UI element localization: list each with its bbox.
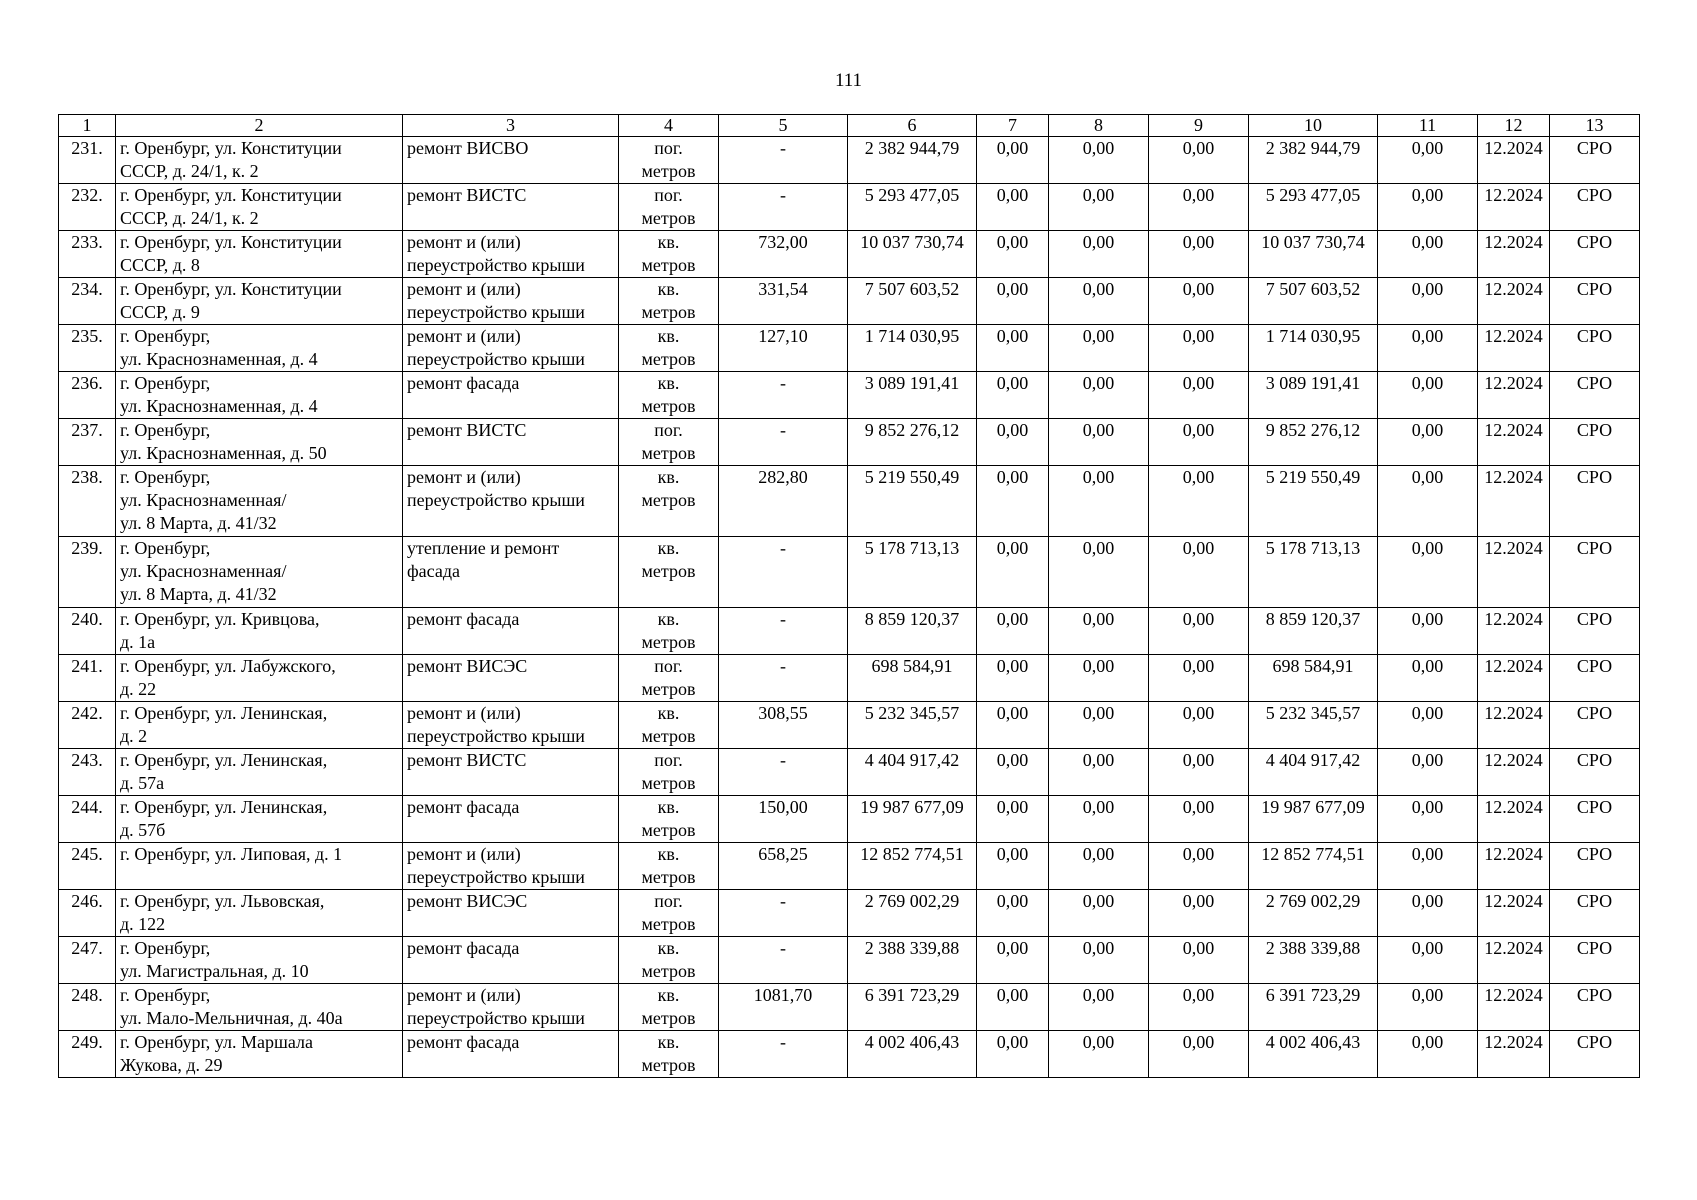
col7-cell: 0,00: [977, 608, 1049, 655]
total-cost-cell: 5 219 550,49: [848, 466, 977, 537]
work-type-cell: ремонт и (или) переустройство крыши: [403, 466, 619, 537]
volume-cell: -: [719, 608, 848, 655]
deadline-cell: 12.2024: [1478, 749, 1550, 796]
col7-cell: 0,00: [977, 466, 1049, 537]
table-row: [59, 984, 1640, 1031]
row-number: 242.: [59, 702, 116, 749]
address-cell: г. Оренбург, ул. Конституции СССР, д. 24/1, к. 2: [116, 137, 403, 184]
address-cell: г. Оренбург, ул. Краснознаменная, д. 50: [116, 419, 403, 466]
column-header: 3: [403, 115, 619, 137]
col7-cell: 0,00: [977, 702, 1049, 749]
unit-cell: кв. метров: [619, 608, 719, 655]
fund-cost-cell: 6 391 723,29: [1249, 984, 1378, 1031]
deadline-cell: 12.2024: [1478, 702, 1550, 749]
fund-cost-cell: 2 769 002,29: [1249, 890, 1378, 937]
row-number: 245.: [59, 843, 116, 890]
total-cost-cell: 5 293 477,05: [848, 184, 977, 231]
column-header: 6: [848, 115, 977, 137]
unit-cell: пог. метров: [619, 184, 719, 231]
col9-cell: 0,00: [1149, 1031, 1249, 1078]
funding-source-cell: СРО: [1550, 1031, 1640, 1078]
address-cell: г. Оренбург, ул. Магистральная, д. 10: [116, 937, 403, 984]
col8-cell: 0,00: [1049, 749, 1149, 796]
deadline-cell: 12.2024: [1478, 890, 1550, 937]
header-row: [59, 115, 1640, 137]
col9-cell: 0,00: [1149, 278, 1249, 325]
address-cell: г. Оренбург, ул. Кривцова, д. 1а: [116, 608, 403, 655]
table-row: [59, 184, 1640, 231]
funding-source-cell: СРО: [1550, 278, 1640, 325]
address-cell: г. Оренбург, ул. Лабужского, д. 22: [116, 655, 403, 702]
total-cost-cell: 2 382 944,79: [848, 137, 977, 184]
volume-cell: 150,00: [719, 796, 848, 843]
fund-cost-cell: 5 232 345,57: [1249, 702, 1378, 749]
volume-cell: 732,00: [719, 231, 848, 278]
col11-cell: 0,00: [1378, 1031, 1478, 1078]
volume-cell: 658,25: [719, 843, 848, 890]
capital-repair-table: [58, 114, 1640, 1078]
row-number: 233.: [59, 231, 116, 278]
fund-cost-cell: 5 178 713,13: [1249, 537, 1378, 608]
col7-cell: 0,00: [977, 984, 1049, 1031]
col7-cell: 0,00: [977, 278, 1049, 325]
deadline-cell: 12.2024: [1478, 537, 1550, 608]
col7-cell: 0,00: [977, 372, 1049, 419]
col9-cell: 0,00: [1149, 325, 1249, 372]
table-row: [59, 372, 1640, 419]
fund-cost-cell: 4 404 917,42: [1249, 749, 1378, 796]
row-number: 238.: [59, 466, 116, 537]
col11-cell: 0,00: [1378, 749, 1478, 796]
page-number: 111: [834, 70, 863, 91]
col9-cell: 0,00: [1149, 466, 1249, 537]
col11-cell: 0,00: [1378, 890, 1478, 937]
fund-cost-cell: 698 584,91: [1249, 655, 1378, 702]
col7-cell: 0,00: [977, 419, 1049, 466]
funding-source-cell: СРО: [1550, 843, 1640, 890]
col7-cell: 0,00: [977, 890, 1049, 937]
col9-cell: 0,00: [1149, 419, 1249, 466]
funding-source-cell: СРО: [1550, 137, 1640, 184]
col9-cell: 0,00: [1149, 372, 1249, 419]
address-cell: г. Оренбург, ул. Краснознаменная/ ул. 8 Марта, д. 41/32: [116, 466, 403, 537]
work-type-cell: ремонт фасада: [403, 608, 619, 655]
deadline-cell: 12.2024: [1478, 466, 1550, 537]
col11-cell: 0,00: [1378, 231, 1478, 278]
address-cell: г. Оренбург, ул. Конституции СССР, д. 9: [116, 278, 403, 325]
column-header: 1: [59, 115, 116, 137]
row-number: 239.: [59, 537, 116, 608]
deadline-cell: 12.2024: [1478, 231, 1550, 278]
col9-cell: 0,00: [1149, 984, 1249, 1031]
col9-cell: 0,00: [1149, 231, 1249, 278]
work-type-cell: ремонт ВИСТС: [403, 184, 619, 231]
unit-cell: кв. метров: [619, 537, 719, 608]
col11-cell: 0,00: [1378, 278, 1478, 325]
funding-source-cell: СРО: [1550, 796, 1640, 843]
volume-cell: 282,80: [719, 466, 848, 537]
volume-cell: -: [719, 537, 848, 608]
total-cost-cell: 5 178 713,13: [848, 537, 977, 608]
row-number: 231.: [59, 137, 116, 184]
fund-cost-cell: 5 219 550,49: [1249, 466, 1378, 537]
work-type-cell: ремонт и (или) переустройство крыши: [403, 843, 619, 890]
col8-cell: 0,00: [1049, 796, 1149, 843]
col11-cell: 0,00: [1378, 702, 1478, 749]
table-body: [59, 137, 1640, 1078]
work-type-cell: ремонт ВИСТС: [403, 419, 619, 466]
total-cost-cell: 698 584,91: [848, 655, 977, 702]
col8-cell: 0,00: [1049, 137, 1149, 184]
deadline-cell: 12.2024: [1478, 796, 1550, 843]
work-type-cell: ремонт ВИСЭС: [403, 890, 619, 937]
unit-cell: пог. метров: [619, 137, 719, 184]
column-header: 9: [1149, 115, 1249, 137]
unit-cell: кв. метров: [619, 702, 719, 749]
work-type-cell: утепление и ремонт фасада: [403, 537, 619, 608]
unit-cell: кв. метров: [619, 843, 719, 890]
column-header: 7: [977, 115, 1049, 137]
fund-cost-cell: 19 987 677,09: [1249, 796, 1378, 843]
volume-cell: 127,10: [719, 325, 848, 372]
column-header: 5: [719, 115, 848, 137]
funding-source-cell: СРО: [1550, 325, 1640, 372]
deadline-cell: 12.2024: [1478, 937, 1550, 984]
table-row: [59, 137, 1640, 184]
unit-cell: пог. метров: [619, 655, 719, 702]
col8-cell: 0,00: [1049, 231, 1149, 278]
col11-cell: 0,00: [1378, 843, 1478, 890]
table-row: [59, 419, 1640, 466]
col7-cell: 0,00: [977, 184, 1049, 231]
table-row: [59, 749, 1640, 796]
col7-cell: 0,00: [977, 537, 1049, 608]
column-header: 8: [1049, 115, 1149, 137]
column-header: 10: [1249, 115, 1378, 137]
col8-cell: 0,00: [1049, 890, 1149, 937]
table-row: [59, 890, 1640, 937]
unit-cell: кв. метров: [619, 325, 719, 372]
fund-cost-cell: 8 859 120,37: [1249, 608, 1378, 655]
address-cell: г. Оренбург, ул. Краснознаменная, д. 4: [116, 325, 403, 372]
table-row: [59, 655, 1640, 702]
col8-cell: 0,00: [1049, 325, 1149, 372]
table-row: [59, 702, 1640, 749]
funding-source-cell: СРО: [1550, 749, 1640, 796]
col8-cell: 0,00: [1049, 466, 1149, 537]
column-header: 11: [1378, 115, 1478, 137]
row-number: 246.: [59, 890, 116, 937]
table-row: [59, 278, 1640, 325]
fund-cost-cell: 3 089 191,41: [1249, 372, 1378, 419]
work-type-cell: ремонт ВИСЭС: [403, 655, 619, 702]
row-number: 241.: [59, 655, 116, 702]
col7-cell: 0,00: [977, 749, 1049, 796]
col9-cell: 0,00: [1149, 608, 1249, 655]
work-type-cell: ремонт фасада: [403, 1031, 619, 1078]
address-cell: г. Оренбург, ул. Ленинская, д. 57а: [116, 749, 403, 796]
funding-source-cell: СРО: [1550, 608, 1640, 655]
volume-cell: -: [719, 419, 848, 466]
deadline-cell: 12.2024: [1478, 419, 1550, 466]
col11-cell: 0,00: [1378, 655, 1478, 702]
funding-source-cell: СРО: [1550, 231, 1640, 278]
row-number: 236.: [59, 372, 116, 419]
col7-cell: 0,00: [977, 1031, 1049, 1078]
volume-cell: -: [719, 749, 848, 796]
col7-cell: 0,00: [977, 655, 1049, 702]
col8-cell: 0,00: [1049, 655, 1149, 702]
deadline-cell: 12.2024: [1478, 137, 1550, 184]
deadline-cell: 12.2024: [1478, 372, 1550, 419]
col8-cell: 0,00: [1049, 984, 1149, 1031]
column-header: 12: [1478, 115, 1550, 137]
col8-cell: 0,00: [1049, 937, 1149, 984]
unit-cell: кв. метров: [619, 796, 719, 843]
total-cost-cell: 2 769 002,29: [848, 890, 977, 937]
volume-cell: -: [719, 1031, 848, 1078]
work-type-cell: ремонт и (или) переустройство крыши: [403, 231, 619, 278]
col8-cell: 0,00: [1049, 278, 1149, 325]
col11-cell: 0,00: [1378, 466, 1478, 537]
fund-cost-cell: 9 852 276,12: [1249, 419, 1378, 466]
col11-cell: 0,00: [1378, 419, 1478, 466]
col8-cell: 0,00: [1049, 1031, 1149, 1078]
funding-source-cell: СРО: [1550, 419, 1640, 466]
col9-cell: 0,00: [1149, 655, 1249, 702]
col7-cell: 0,00: [977, 937, 1049, 984]
col8-cell: 0,00: [1049, 184, 1149, 231]
table-row: [59, 537, 1640, 608]
volume-cell: -: [719, 937, 848, 984]
address-cell: г. Оренбург, ул. Львовская, д. 122: [116, 890, 403, 937]
table-row: [59, 231, 1640, 278]
table-row: [59, 608, 1640, 655]
address-cell: г. Оренбург, ул. Ленинская, д. 2: [116, 702, 403, 749]
volume-cell: -: [719, 184, 848, 231]
row-number: 232.: [59, 184, 116, 231]
col9-cell: 0,00: [1149, 749, 1249, 796]
col11-cell: 0,00: [1378, 537, 1478, 608]
funding-source-cell: СРО: [1550, 937, 1640, 984]
funding-source-cell: СРО: [1550, 984, 1640, 1031]
address-cell: г. Оренбург, ул. Конституции СССР, д. 24/1, к. 2: [116, 184, 403, 231]
row-number: 235.: [59, 325, 116, 372]
col9-cell: 0,00: [1149, 537, 1249, 608]
col7-cell: 0,00: [977, 137, 1049, 184]
volume-cell: 331,54: [719, 278, 848, 325]
col11-cell: 0,00: [1378, 984, 1478, 1031]
total-cost-cell: 1 714 030,95: [848, 325, 977, 372]
fund-cost-cell: 7 507 603,52: [1249, 278, 1378, 325]
table-row: [59, 1031, 1640, 1078]
column-header: 13: [1550, 115, 1640, 137]
table-row: [59, 843, 1640, 890]
total-cost-cell: 5 232 345,57: [848, 702, 977, 749]
address-cell: г. Оренбург, ул. Краснознаменная/ ул. 8 Марта, д. 41/32: [116, 537, 403, 608]
col7-cell: 0,00: [977, 796, 1049, 843]
unit-cell: пог. метров: [619, 419, 719, 466]
funding-source-cell: СРО: [1550, 372, 1640, 419]
col8-cell: 0,00: [1049, 608, 1149, 655]
address-cell: г. Оренбург, ул. Конституции СССР, д. 8: [116, 231, 403, 278]
total-cost-cell: 4 002 406,43: [848, 1031, 977, 1078]
col8-cell: 0,00: [1049, 372, 1149, 419]
col9-cell: 0,00: [1149, 937, 1249, 984]
deadline-cell: 12.2024: [1478, 984, 1550, 1031]
col7-cell: 0,00: [977, 843, 1049, 890]
volume-cell: 308,55: [719, 702, 848, 749]
fund-cost-cell: 2 388 339,88: [1249, 937, 1378, 984]
volume-cell: -: [719, 372, 848, 419]
volume-cell: -: [719, 137, 848, 184]
col11-cell: 0,00: [1378, 796, 1478, 843]
unit-cell: кв. метров: [619, 231, 719, 278]
unit-cell: кв. метров: [619, 1031, 719, 1078]
address-cell: г. Оренбург, ул. Маршала Жукова, д. 29: [116, 1031, 403, 1078]
work-type-cell: ремонт фасада: [403, 796, 619, 843]
row-number: 244.: [59, 796, 116, 843]
table-row: [59, 796, 1640, 843]
work-type-cell: ремонт и (или) переустройство крыши: [403, 984, 619, 1031]
work-type-cell: ремонт ВИСТС: [403, 749, 619, 796]
total-cost-cell: 10 037 730,74: [848, 231, 977, 278]
total-cost-cell: 12 852 774,51: [848, 843, 977, 890]
col9-cell: 0,00: [1149, 843, 1249, 890]
volume-cell: -: [719, 655, 848, 702]
row-number: 247.: [59, 937, 116, 984]
col9-cell: 0,00: [1149, 184, 1249, 231]
fund-cost-cell: 2 382 944,79: [1249, 137, 1378, 184]
deadline-cell: 12.2024: [1478, 608, 1550, 655]
table-row: [59, 466, 1640, 537]
total-cost-cell: 7 507 603,52: [848, 278, 977, 325]
funding-source-cell: СРО: [1550, 537, 1640, 608]
deadline-cell: 12.2024: [1478, 843, 1550, 890]
col9-cell: 0,00: [1149, 796, 1249, 843]
col8-cell: 0,00: [1049, 537, 1149, 608]
work-type-cell: ремонт фасада: [403, 372, 619, 419]
work-type-cell: ремонт и (или) переустройство крыши: [403, 702, 619, 749]
total-cost-cell: 19 987 677,09: [848, 796, 977, 843]
fund-cost-cell: 12 852 774,51: [1249, 843, 1378, 890]
address-cell: г. Оренбург, ул. Краснознаменная, д. 4: [116, 372, 403, 419]
deadline-cell: 12.2024: [1478, 655, 1550, 702]
row-number: 249.: [59, 1031, 116, 1078]
deadline-cell: 12.2024: [1478, 278, 1550, 325]
col9-cell: 0,00: [1149, 702, 1249, 749]
fund-cost-cell: 10 037 730,74: [1249, 231, 1378, 278]
row-number: 234.: [59, 278, 116, 325]
deadline-cell: 12.2024: [1478, 184, 1550, 231]
funding-source-cell: СРО: [1550, 702, 1640, 749]
fund-cost-cell: 5 293 477,05: [1249, 184, 1378, 231]
total-cost-cell: 9 852 276,12: [848, 419, 977, 466]
deadline-cell: 12.2024: [1478, 1031, 1550, 1078]
row-number: 248.: [59, 984, 116, 1031]
column-header: 4: [619, 115, 719, 137]
col11-cell: 0,00: [1378, 184, 1478, 231]
col11-cell: 0,00: [1378, 372, 1478, 419]
funding-source-cell: СРО: [1550, 184, 1640, 231]
address-cell: г. Оренбург, ул. Мало-Мельничная, д. 40а: [116, 984, 403, 1031]
work-type-cell: ремонт и (или) переустройство крыши: [403, 325, 619, 372]
total-cost-cell: 2 388 339,88: [848, 937, 977, 984]
col8-cell: 0,00: [1049, 419, 1149, 466]
funding-source-cell: СРО: [1550, 890, 1640, 937]
col11-cell: 0,00: [1378, 137, 1478, 184]
total-cost-cell: 6 391 723,29: [848, 984, 977, 1031]
fund-cost-cell: 1 714 030,95: [1249, 325, 1378, 372]
address-cell: г. Оренбург, ул. Ленинская, д. 57б: [116, 796, 403, 843]
row-number: 240.: [59, 608, 116, 655]
work-type-cell: ремонт и (или) переустройство крыши: [403, 278, 619, 325]
col9-cell: 0,00: [1149, 137, 1249, 184]
total-cost-cell: 4 404 917,42: [848, 749, 977, 796]
unit-cell: кв. метров: [619, 278, 719, 325]
total-cost-cell: 8 859 120,37: [848, 608, 977, 655]
unit-cell: кв. метров: [619, 372, 719, 419]
volume-cell: -: [719, 890, 848, 937]
table-row: [59, 325, 1640, 372]
col7-cell: 0,00: [977, 231, 1049, 278]
unit-cell: кв. метров: [619, 984, 719, 1031]
work-type-cell: ремонт ВИСВО: [403, 137, 619, 184]
deadline-cell: 12.2024: [1478, 325, 1550, 372]
table-row: [59, 937, 1640, 984]
unit-cell: пог. метров: [619, 890, 719, 937]
funding-source-cell: СРО: [1550, 655, 1640, 702]
volume-cell: 1081,70: [719, 984, 848, 1031]
col11-cell: 0,00: [1378, 937, 1478, 984]
col7-cell: 0,00: [977, 325, 1049, 372]
funding-source-cell: СРО: [1550, 466, 1640, 537]
unit-cell: пог. метров: [619, 749, 719, 796]
work-type-cell: ремонт фасада: [403, 937, 619, 984]
row-number: 243.: [59, 749, 116, 796]
row-number: 237.: [59, 419, 116, 466]
address-cell: г. Оренбург, ул. Липовая, д. 1: [116, 843, 403, 890]
col11-cell: 0,00: [1378, 608, 1478, 655]
col8-cell: 0,00: [1049, 702, 1149, 749]
total-cost-cell: 3 089 191,41: [848, 372, 977, 419]
unit-cell: кв. метров: [619, 466, 719, 537]
col9-cell: 0,00: [1149, 890, 1249, 937]
fund-cost-cell: 4 002 406,43: [1249, 1031, 1378, 1078]
col8-cell: 0,00: [1049, 843, 1149, 890]
column-header: 2: [116, 115, 403, 137]
col11-cell: 0,00: [1378, 325, 1478, 372]
unit-cell: кв. метров: [619, 937, 719, 984]
